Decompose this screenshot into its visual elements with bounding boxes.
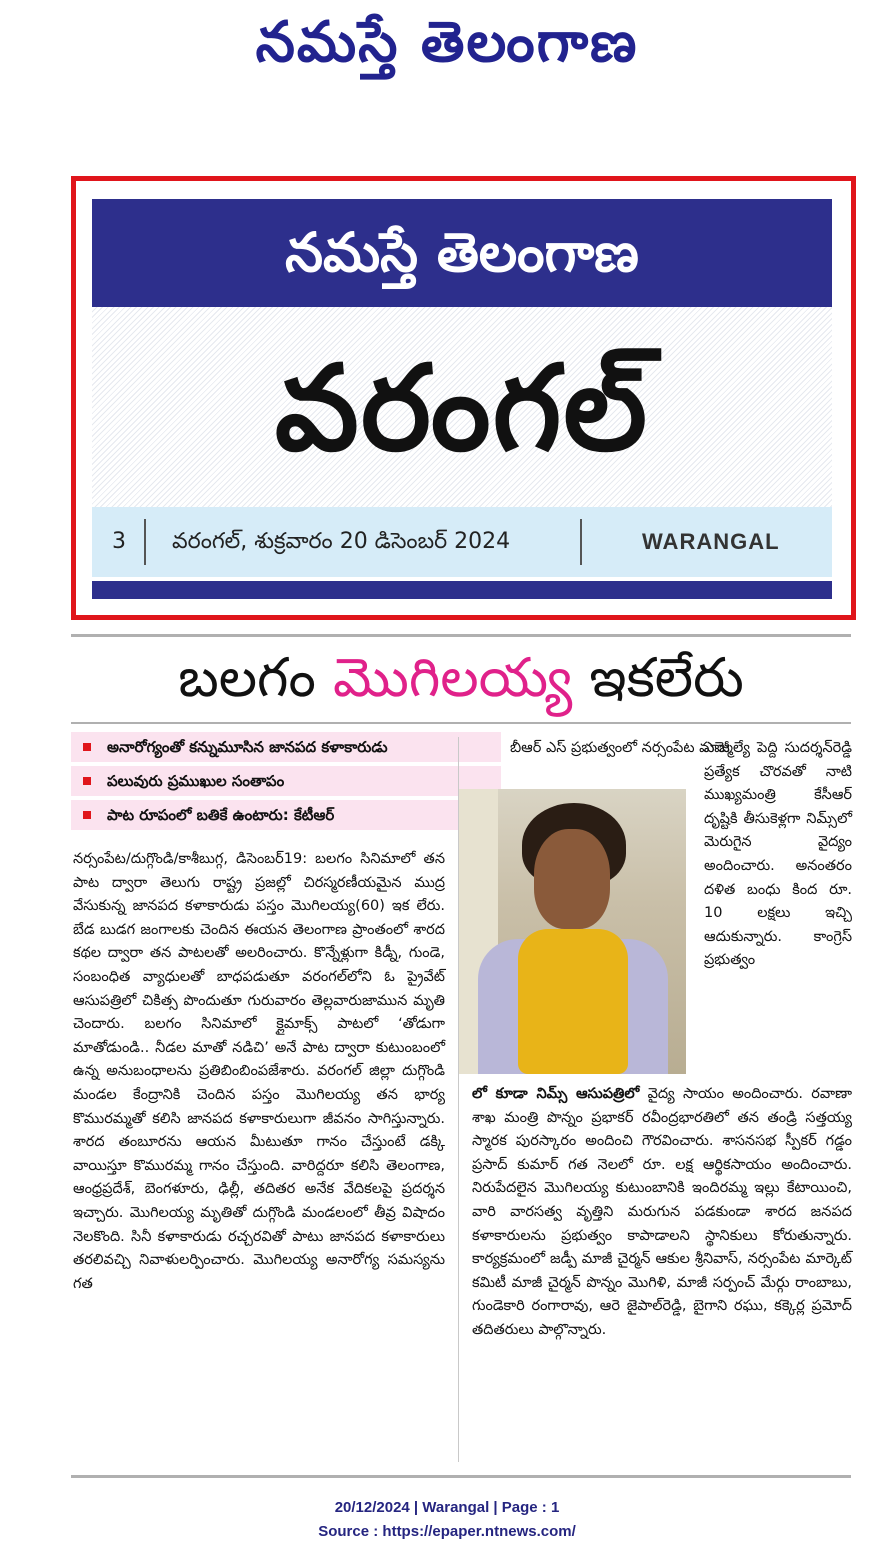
- bullet-square-icon: [83, 777, 91, 785]
- source-link[interactable]: https://epaper.ntnews.com/: [382, 1523, 576, 1540]
- bullet-square-icon: [83, 743, 91, 751]
- bullet-square-icon: [83, 811, 91, 819]
- photo-scarf: [518, 929, 628, 1074]
- headline-part-3: ఇకలేరు: [589, 646, 744, 709]
- bullet-item: [71, 732, 501, 762]
- edition-box: [71, 176, 856, 620]
- source-label: Source :: [318, 1523, 383, 1540]
- highlight-bullets: [71, 732, 501, 834]
- date-bar: [92, 507, 832, 577]
- date-line: వరంగల్, శుక్రవారం 20 డిసెంబర్ 2024: [172, 529, 511, 554]
- footer-date-line: 20/12/2024 | Warangal | Page : 1: [334, 1499, 560, 1516]
- article-body-right: [472, 1083, 852, 1343]
- bullet-item: [71, 800, 501, 830]
- divider: [144, 519, 146, 565]
- mogilaiah-photo: [458, 789, 686, 1074]
- headline-part-2: మొగిలయ్య: [333, 646, 573, 709]
- column-divider: [458, 737, 459, 1462]
- edition-city: WARANGAL: [642, 529, 780, 554]
- article-body-right-text: వైద్య సాయం అందించారు. రవాణా శాఖ మంత్రి పొన్నం ప్రభాకర్ రవీంద్రభారతిలో తన తండ్రి సత్తయ్య స్మారక పురస్కారం అందించి గౌరవించారు. శాసనసభ స్పీకర్ గడ్డం ప్రసాద్ కుమార్ గత నెలలో రూ. లక్ష ఆర్థికసాయం అందించారు. నిరుపేదలైన మొగిలయ్య కుటుంబానికి ఇందిరమ్మ ఇల్లు కేటాయించి, వారి వారసత్వ వృత్తిని మరుగున పడకుండా శారద జనపద కళాకారులను ప్రభుత్వం కాపాడాలని స్థానికులు కోరుతున్నారు. కార్యక్రమంలో జడ్పీ మాజీ చైర్మన్ ఆకుల శ్రీనివాస్, నర్సంపేట మార్కెట్ కమిటీ మాజీ చైర్మన్ పొన్నం మొగిళి, మాజీ సర్పంచ్ మేర్గు రాంబాబు, గుండెకారి రంగారావు, ఆరె జైపాల్‌రెడ్డి, బైగాని రఘు, కక్కెర్ల ప్రమోద్ తదితరులు పాల్గొన్నారు.: [472, 1086, 852, 1338]
- divider: [71, 722, 851, 724]
- photo-face: [534, 829, 610, 929]
- masthead-logo: నమస్తే తెలంగాణ: [255, 10, 639, 75]
- bullet-text: అనారోగ్యంతో కన్నుమూసిన జానపద కళాకారుడు: [107, 738, 388, 756]
- headline-part-1: బలగం: [178, 646, 316, 709]
- bullet-text: పాట రూపంలో బతికే ఉంటారు: కేటీఆర్: [107, 806, 335, 824]
- page-number: 3: [112, 529, 126, 554]
- article-right-top: ఎమ్మెల్యే పెద్ది సుదర్శన్‌రెడ్డి ప్రత్యేక చొరవతో నాటి ముఖ్యమంత్రి కేసీఆర్ దృష్టికి తీసుకెళ్లగా నిమ్స్‌లో మెరుగైన వైద్యం అందించారు. అనంతరం దళిత బంధు కింద రూ. 10 లక్షలు ఇచ్చి ఆదుకున్నారు. కాంగ్రెస్ ప్రభుత్వం: [704, 740, 852, 969]
- divider: [71, 634, 851, 637]
- edition-bottom-band: [92, 581, 832, 599]
- article-headline: [71, 638, 851, 718]
- article-bold-phrase: లో కూడా నిమ్స్ ఆసుపత్రిలో: [472, 1086, 640, 1102]
- article-right-first-line: బీఆర్ ఎస్ ప్రభుత్వంలో నర్సంపేట మాజీ: [510, 740, 730, 756]
- article-body-left: నర్సంపేట/దుగ్గొండి/కాశీబుగ్గ, డిసెంబర్19: బలగం సినిమాలో తన పాట ద్వారా తెలుగు రాష్ట్ర ప్రజల్లో చిరస్మరణీయమైన ముద్ర వేసుకున్న జానపద కళాకారుడు పస్తం మొగిలయ్య(60) ఇక లేరు. బేడ బుడగ జంగాలకు చెందిన ఈయన తెలంగాణ ప్రాంతంలో శారద కథల ద్వారా తన పాటలతో అలరించారు. కొన్నేళ్లుగా కిడ్నీ, గుండె, సంబంధిత వ్యాధులతో బాధపడుతూ వరంగల్‌లోని ఓ ప్రైవేట్ ఆసుపత్రిలో చికిత్స పొందుతూ గురువారం తెల్లవారుజామున మృతి చెందారు. బలగం సినిమాలో క్లైమాక్స్ పాటలో ‘తోడుగా మాతోడుండి.. నీడల మాతో నడిచి’ అనే పాట ద్వారా కుటుంబంలో ఉన్న అనుబంధాలను ప్రతిబింబింపజేశారు. వరంగల్ జిల్లా దుగ్గొండి మండల కేంద్రానికి చెందిన పస్తం మొగిలయ్య తన భార్య కొమురమ్మతో కలిసి జానపద కళాకారులుగా జీవనం సాగిస్తున్నారు. శారద తంబూరను ఆయన మీటుతూ గానం చేస్తుంటే డక్కి వాయిస్తూ కొమురమ్మ గానం చేస్తుంది. వారిద్దరూ కలిసి తెలంగాణ, ఆంధ్రప్రదేశ్, బెంగళూరు, ఢిల్లీ, తదితర అనేక వేదికలపై ప్రదర్శన ఇచ్చారు. మొగిలయ్య మృతితో దుగ్గొండి మండలంలో తీవ్ర విషాదం నెలకొంది. సినీ కళాకారుడు రచ్చరవితో పాటు జానపద కళాకారులు తరలివచ్చి నివాళులర్పించారు. మొగిలయ్య అనారోగ్య సమస్యను గత: [73, 851, 445, 1292]
- divider: [71, 1475, 851, 1478]
- footer-source: [0, 1520, 894, 1544]
- footer: [0, 1496, 894, 1544]
- bullet-item: [71, 766, 501, 796]
- bullet-text: పలువురు ప్రముఖుల సంతాపం: [107, 772, 285, 790]
- edition-title: వరంగల్: [274, 339, 650, 477]
- divider: [580, 519, 582, 565]
- edition-paper-name: నమస్తే తెలంగాణ: [92, 199, 832, 307]
